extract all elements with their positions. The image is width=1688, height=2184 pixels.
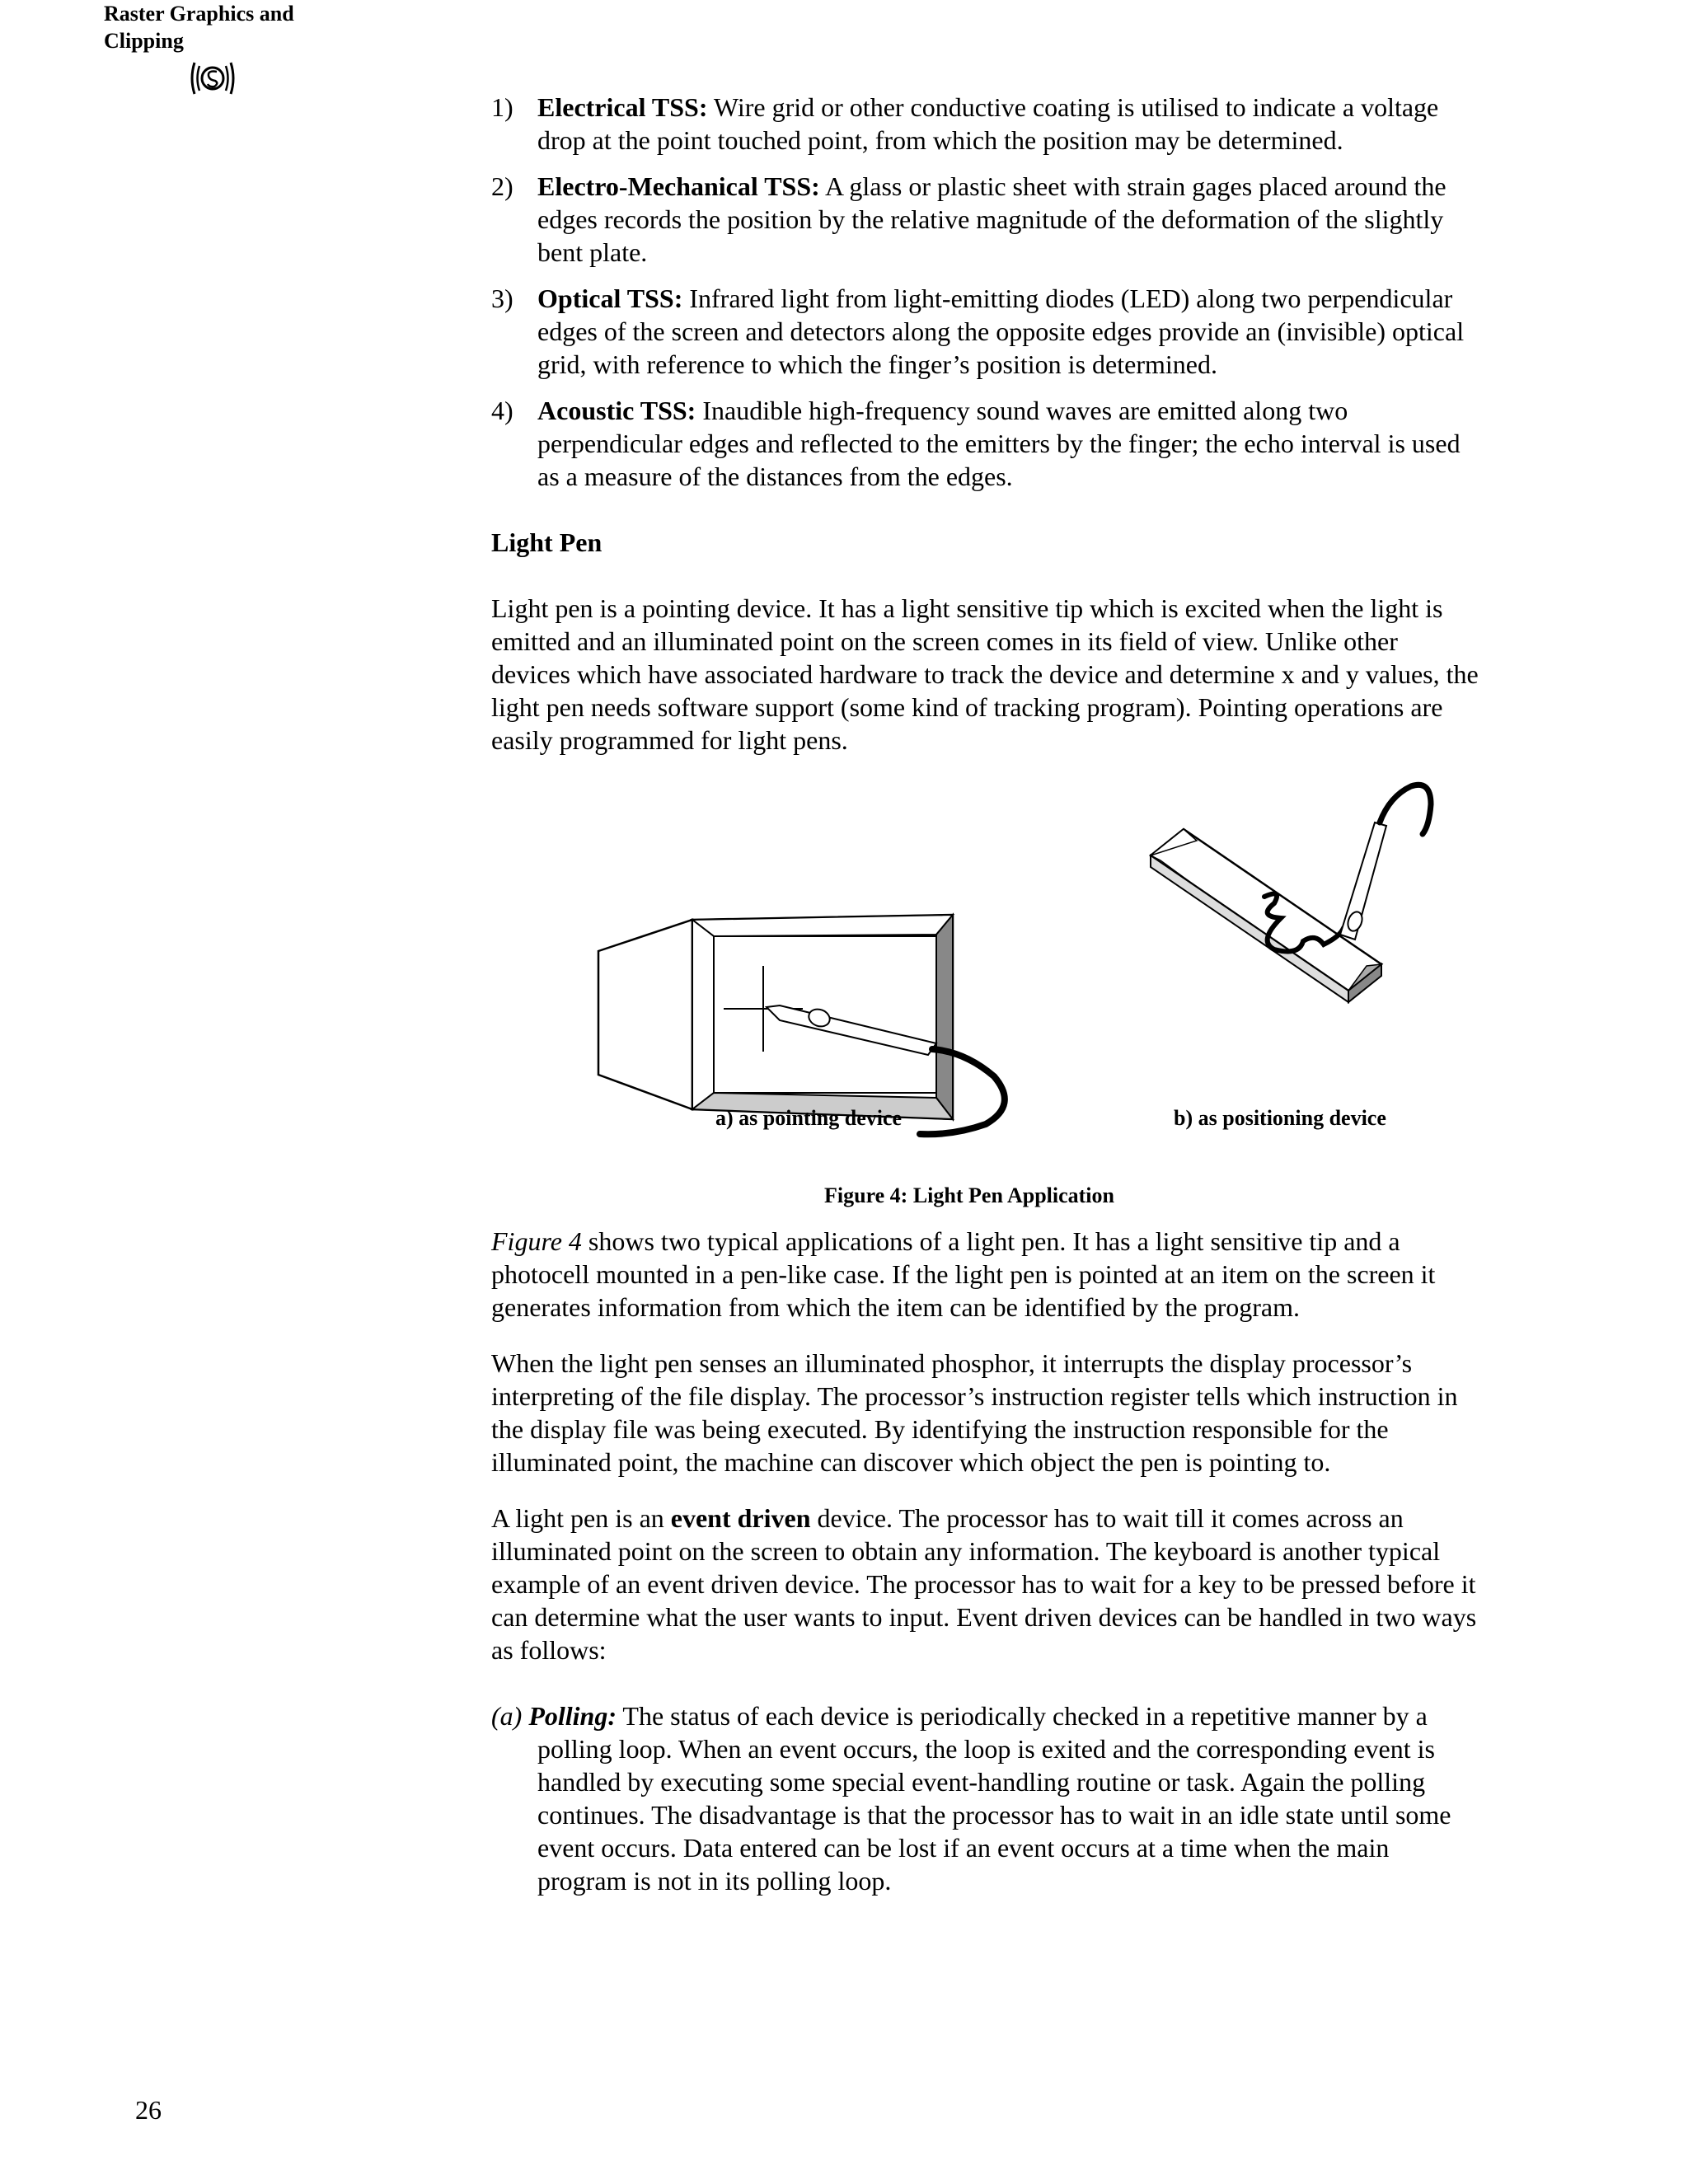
list-number: 2) [491, 171, 513, 201]
event-driven-term: event driven [670, 1503, 811, 1533]
list-text: Inaudible high-frequency sound waves are emitted along two perpendicular edges and reflected to the emitters by the finger; the echo interval is used as a measure of the distances from the edges. [537, 396, 1461, 491]
figure-title: Figure 4: Light Pen Application [824, 1183, 1114, 1207]
header-line-1: Raster Graphics and [104, 2, 294, 26]
list-number: 3) [491, 284, 513, 313]
list-text: A glass or plastic sheet with strain gages placed around the edges records the position by the relative magnitude of the deformation of the slightly bent plate. [537, 171, 1447, 267]
polling-text: The status of each device is periodically checked in a repetitive manner by a polling loop. When an event occurs, the loop is exited and the corresponding event is handled by executing some special event-handling routine or task. Again the polling continues. The disadvantage is that the processor has to wait in an idle state until some event occurs. Data entered can be lost if an event occurs at a time when the main program is not in its polling loop. [537, 1701, 1451, 1896]
header-line-2: Clipping [104, 29, 184, 53]
polling-term: Polling: [528, 1701, 617, 1731]
section-heading: Light Pen [491, 527, 603, 557]
running-header [104, 0, 368, 54]
figure-reference-text: shows two typical applications of a light pen. It has a light sensitive tip and a photocell mounted in a pen-like case. If the light pen is pointed at an item on the screen it generates information from which the item can be identified by the program. [491, 1226, 1436, 1322]
figure-reference: Figure 4 [491, 1226, 582, 1256]
list-item [491, 91, 1480, 157]
list-term: Acoustic TSS: [537, 396, 696, 425]
caption-pointing-device: a) as pointing device [715, 1106, 903, 1130]
list-number: 4) [491, 396, 513, 425]
light-pen-figure [491, 780, 1480, 1225]
polling-item [491, 1699, 1480, 1897]
list-item [491, 170, 1480, 269]
phosphor-paragraph: When the light pen senses an illuminated phosphor, it interrupts the display processor’s interpreting of the file display. The processor’s instruction register tells which instruction in the display file was being executed. By identifying the instruction responsible for the illuminated point, the machine can discover which object the pen is pointing to. [491, 1348, 1458, 1477]
list-text: Infrared light from light-emitting diodes (LED) along two perpendicular edges of the screen and detectors along the opposite edges provide an (invisible) optical grid, with reference to which the finger’s position is determined. [537, 284, 1465, 379]
light-pen-figure-art [491, 780, 1480, 1225]
intro-paragraph: Light pen is a pointing device. It has a light sensitive tip which is excited when the light is emitted and an illuminated point on the screen comes in its field of view. Unlike other devices which have associated hardware to track the device and determine x and y values, the light pen needs software support (some kind of tracking program). Pointing operations are easily programmed for light pens. [491, 593, 1479, 755]
page-content [491, 91, 1480, 1897]
list-text: Wire grid or other conductive coating is utilised to indicate a voltage drop at the point touched point, from which the position may be determined. [537, 92, 1439, 155]
event-driven-pre: A light pen is an [491, 1503, 671, 1533]
list-item [491, 282, 1480, 381]
list-term: Electrical TSS: [537, 92, 708, 122]
page-number: 26 [135, 2095, 162, 2125]
figure-reference-paragraph [491, 1225, 1480, 1324]
list-item [491, 394, 1480, 493]
list-term: Electro-Mechanical TSS: [537, 171, 820, 201]
university-logo-icon [188, 58, 237, 99]
caption-positioning-device: b) as positioning device [1174, 1106, 1386, 1130]
list-number: 1) [491, 92, 513, 122]
light-pen-icon [1340, 785, 1431, 940]
polling-label: (a) [491, 1701, 529, 1731]
event-driven-post: device. The processor has to wait till it comes across an illuminated point on the screen to obtain any information. The keyboard is another typical example of an event driven device. The processor has to wait for a key to be pressed before it can determine what the user wants to input. Event driven devices can be handled in two ways as follows: [491, 1503, 1477, 1665]
list-term: Optical TSS: [537, 284, 683, 313]
event-driven-paragraph [491, 1502, 1480, 1666]
